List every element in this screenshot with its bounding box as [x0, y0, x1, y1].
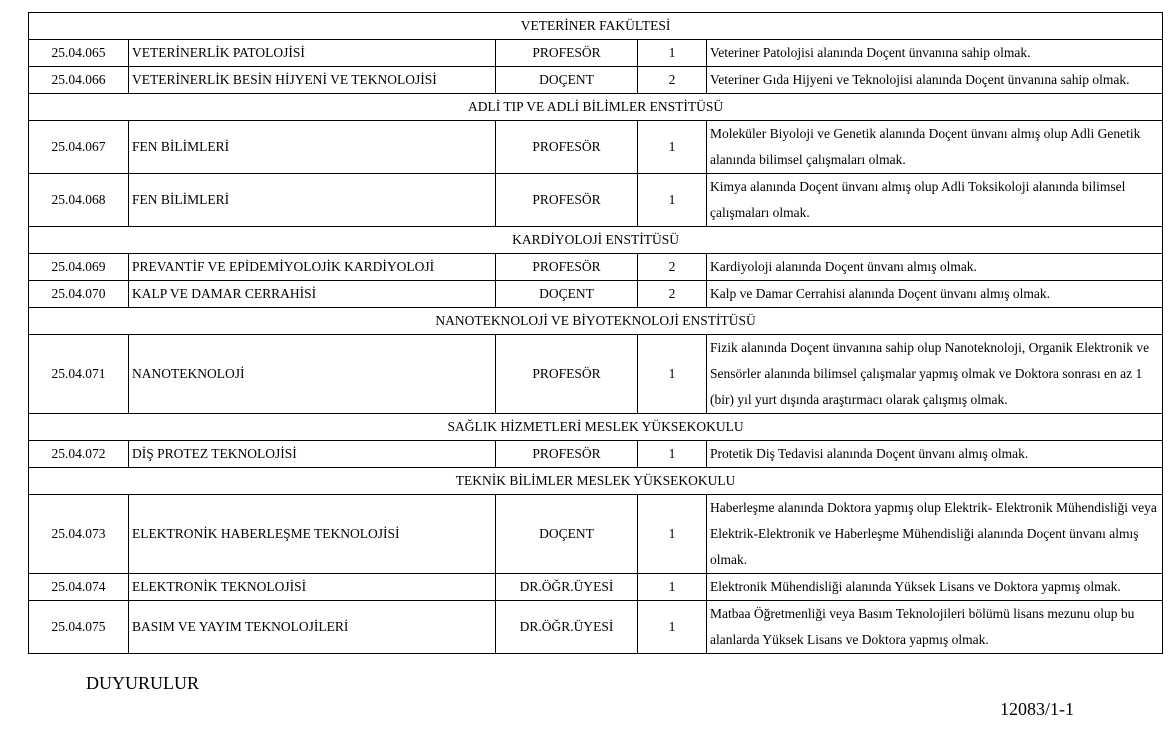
- department-name: VETERİNERLİK BESİN HİJYENİ VE TEKNOLOJİSİ: [129, 67, 496, 94]
- position-count: 1: [638, 601, 707, 654]
- section-title: SAĞLIK HİZMETLERİ MESLEK YÜKSEKOKULU: [29, 414, 1163, 441]
- table-row: [29, 601, 1163, 654]
- department-name: ELEKTRONİK HABERLEŞME TEKNOLOJİSİ: [129, 495, 496, 574]
- department-name: FEN BİLİMLERİ: [129, 174, 496, 227]
- position-code: 25.04.065: [29, 40, 129, 67]
- section-row: [29, 94, 1163, 121]
- section-row: [29, 227, 1163, 254]
- requirement-text: Matbaa Öğretmenliği veya Basım Teknolojileri bölümü lisans mezunu olup bu alanlarda Yüksek Lisans ve Doktora yapmış olmak.: [707, 601, 1163, 654]
- requirement-text: Kimya alanında Doçent ünvanı almış olup Adli Toksikoloji alanında bilimsel çalışmaları olmak.: [707, 174, 1163, 227]
- department-name: PREVANTİF VE EPİDEMİYOLOJİK KARDİYOLOJİ: [129, 254, 496, 281]
- academic-title: PROFESÖR: [496, 40, 638, 67]
- positions-table: [28, 12, 1163, 654]
- table-row: [29, 574, 1163, 601]
- position-code: 25.04.066: [29, 67, 129, 94]
- department-name: NANOTEKNOLOJİ: [129, 335, 496, 414]
- requirement-text: Elektronik Mühendisliği alanında Yüksek Lisans ve Doktora yapmış olmak.: [707, 574, 1163, 601]
- section-row: [29, 414, 1163, 441]
- academic-title: PROFESÖR: [496, 441, 638, 468]
- department-name: VETERİNERLİK PATOLOJİSİ: [129, 40, 496, 67]
- table-row: [29, 495, 1163, 574]
- section-title: KARDİYOLOJİ ENSTİTÜSÜ: [29, 227, 1163, 254]
- section-row: [29, 13, 1163, 40]
- table-row: [29, 67, 1163, 94]
- requirement-text: Kardiyoloji alanında Doçent ünvanı almış olmak.: [707, 254, 1163, 281]
- department-name: KALP VE DAMAR CERRAHİSİ: [129, 281, 496, 308]
- table-row: [29, 121, 1163, 174]
- position-code: 25.04.069: [29, 254, 129, 281]
- academic-title: DR.ÖĞR.ÜYESİ: [496, 574, 638, 601]
- requirement-text: Fizik alanında Doçent ünvanına sahip olup Nanoteknoloji, Organik Elektronik ve Sensörler alanında bilimsel çalışmalar yapmış olmak ve Doktora sonrası en az 1 (bir) yıl yurt dışında araştırmacı olarak çalışmış olmak.: [707, 335, 1163, 414]
- department-name: DİŞ PROTEZ TEKNOLOJİSİ: [129, 441, 496, 468]
- table-row: [29, 174, 1163, 227]
- academic-title: DR.ÖĞR.ÜYESİ: [496, 601, 638, 654]
- academic-title: PROFESÖR: [496, 121, 638, 174]
- requirement-text: Moleküler Biyoloji ve Genetik alanında Doçent ünvanı almış olup Adli Genetik alanında bilimsel çalışmaları olmak.: [707, 121, 1163, 174]
- requirement-text: Kalp ve Damar Cerrahisi alanında Doçent ünvanı almış olmak.: [707, 281, 1163, 308]
- position-count: 1: [638, 574, 707, 601]
- position-count: 1: [638, 441, 707, 468]
- table-row: [29, 335, 1163, 414]
- department-name: BASIM VE YAYIM TEKNOLOJİLERİ: [129, 601, 496, 654]
- position-code: 25.04.071: [29, 335, 129, 414]
- position-code: 25.04.072: [29, 441, 129, 468]
- academic-title: DOÇENT: [496, 281, 638, 308]
- section-title: ADLİ TIP VE ADLİ BİLİMLER ENSTİTÜSÜ: [29, 94, 1163, 121]
- position-count: 2: [638, 254, 707, 281]
- section-title: VETERİNER FAKÜLTESİ: [29, 13, 1163, 40]
- announcement-text: DUYURULUR: [86, 673, 200, 693]
- academic-title: DOÇENT: [496, 495, 638, 574]
- position-code: 25.04.073: [29, 495, 129, 574]
- academic-title: PROFESÖR: [496, 335, 638, 414]
- department-name: FEN BİLİMLERİ: [129, 121, 496, 174]
- position-count: 2: [638, 67, 707, 94]
- positions-table-body: [29, 13, 1163, 654]
- position-code: 25.04.068: [29, 174, 129, 227]
- section-row: [29, 468, 1163, 495]
- position-count: 1: [638, 495, 707, 574]
- position-code: 25.04.075: [29, 601, 129, 654]
- academic-title: DOÇENT: [496, 67, 638, 94]
- requirement-text: Protetik Diş Tedavisi alanında Doçent ünvanı almış olmak.: [707, 441, 1163, 468]
- table-row: [29, 281, 1163, 308]
- table-row: [29, 40, 1163, 67]
- academic-title: PROFESÖR: [496, 254, 638, 281]
- department-name: ELEKTRONİK TEKNOLOJİSİ: [129, 574, 496, 601]
- position-count: 1: [638, 174, 707, 227]
- requirement-text: Veteriner Gıda Hijyeni ve Teknolojisi alanında Doçent ünvanına sahip olmak.: [707, 67, 1163, 94]
- position-count: 1: [638, 40, 707, 67]
- position-count: 1: [638, 335, 707, 414]
- position-code: 25.04.067: [29, 121, 129, 174]
- table-row: [29, 441, 1163, 468]
- reference-number: 12083/1-1: [1000, 699, 1074, 719]
- section-row: [29, 308, 1163, 335]
- position-code: 25.04.074: [29, 574, 129, 601]
- position-code: 25.04.070: [29, 281, 129, 308]
- table-row: [29, 254, 1163, 281]
- section-title: TEKNİK BİLİMLER MESLEK YÜKSEKOKULU: [29, 468, 1163, 495]
- requirement-text: Veteriner Patolojisi alanında Doçent ünvanına sahip olmak.: [707, 40, 1163, 67]
- academic-title: PROFESÖR: [496, 174, 638, 227]
- position-count: 2: [638, 281, 707, 308]
- section-title: NANOTEKNOLOJİ VE BİYOTEKNOLOJİ ENSTİTÜSÜ: [29, 308, 1163, 335]
- position-count: 1: [638, 121, 707, 174]
- requirement-text: Haberleşme alanında Doktora yapmış olup Elektrik- Elektronik Mühendisliği veya Elektrik-Elektronik ve Haberleşme Mühendisliği alanında Doçent ünvanı almış olmak.: [707, 495, 1163, 574]
